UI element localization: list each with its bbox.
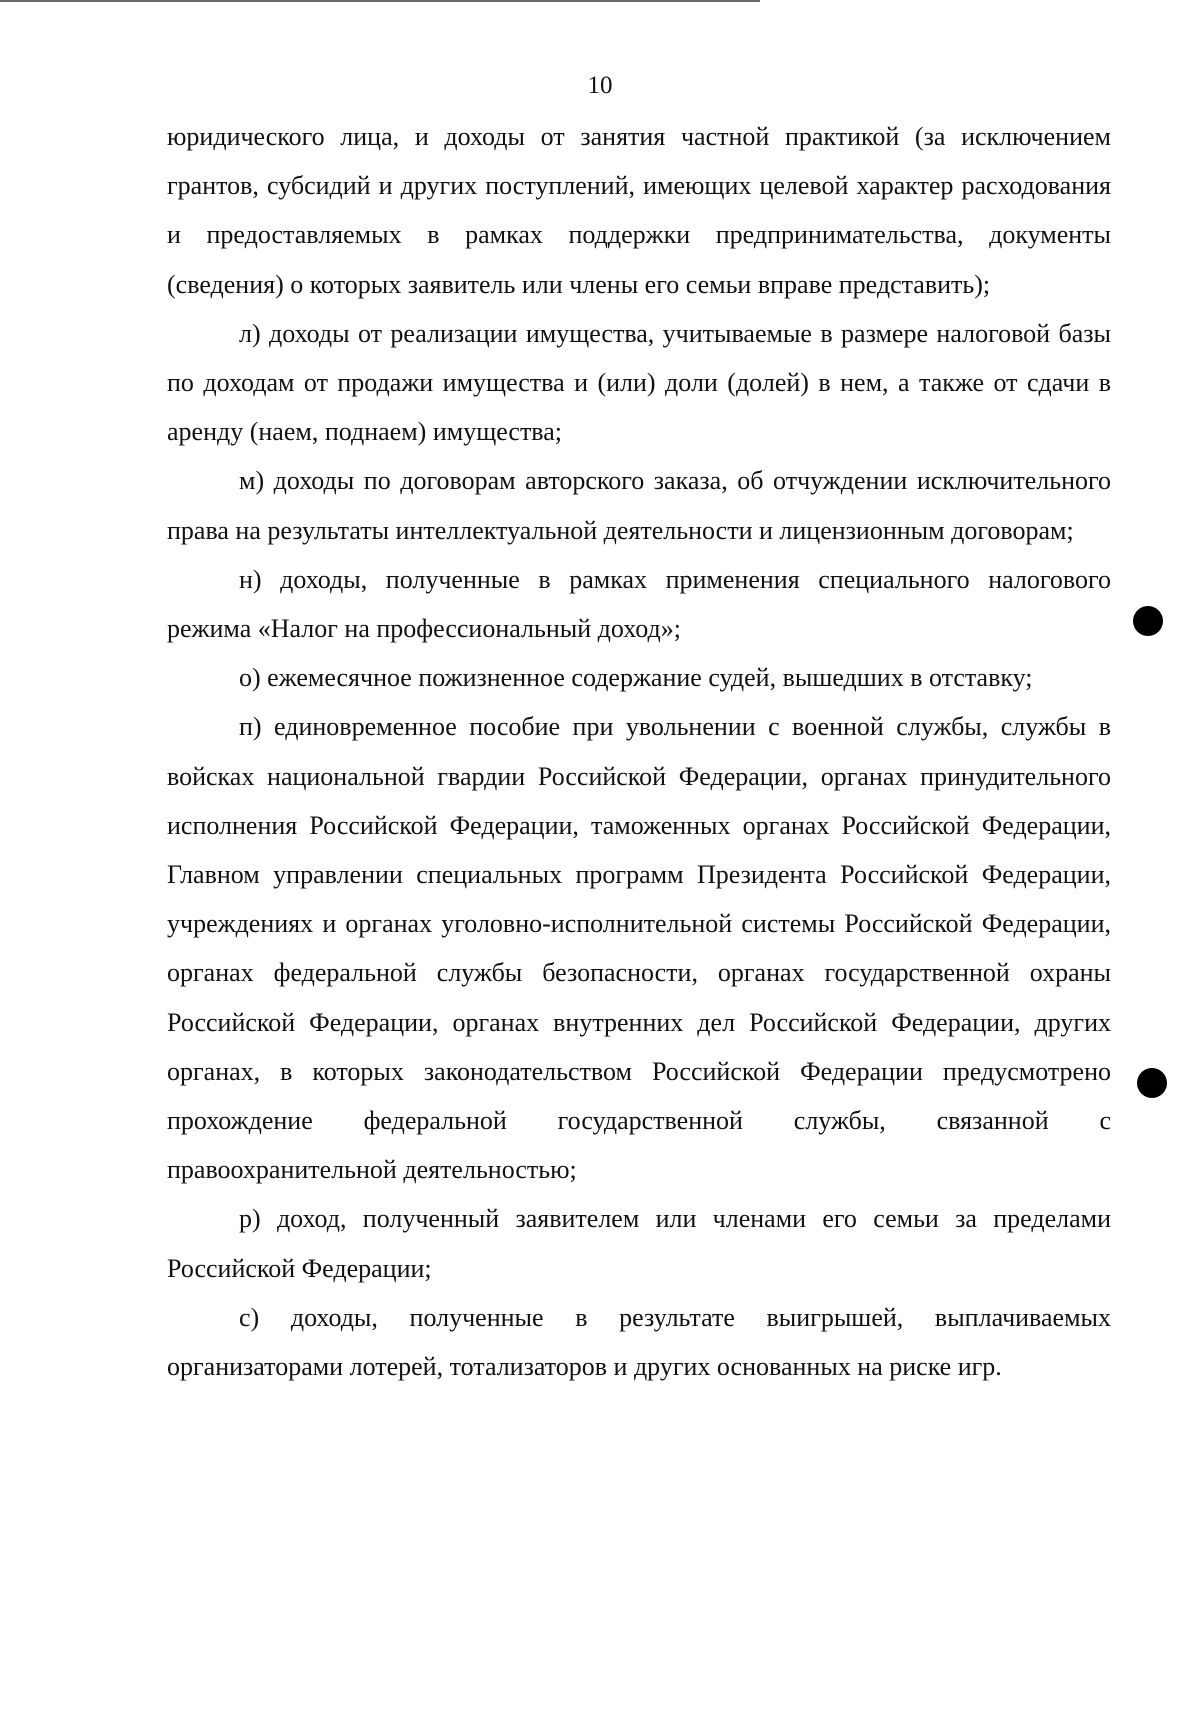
paragraph-item-n: н) доходы, полученные в рамках применения специального налогового режима «Налог на профессиональный доход»; [167,564,1111,644]
paragraph-item-p: п) единовременное пособие при увольнении с военной службы, службы в войсках национальной гвардии Российской Федерации, органах принудительного исполнения Российской Федерации, таможенных органах Российской Федерации, Главном управлении специальных программ Президента Российской Федерации, учреждениях и органах уголовно-исполнительной системы Российской Федерации, органах федеральной службы безопасности, органах государственной охраны Российской Федерации, органах внутренних дел Российской Федерации, других органах, в которых законодательством Российской Федерации предусмотрено прохождение федеральной государственной службы, связанной с правоохранительной деятельностью; [167,712,1111,1185]
paragraph-item-r: р) доход, полученный заявителем или членами его семьи за пределами Российской Федерации; [167,1204,1111,1283]
paragraph-item-l: л) доходы от реализации имущества, учитываемые в размере налоговой базы по доходам от продажи имущества и (или) доли (долей) в нем, а также от сдачи в аренду (наем, поднаем) имущества; [167,318,1111,447]
document-body [167,112,1111,1391]
paragraph-item-o: о) ежемесячное пожизненное содержание судей, вышедших в отставку; [239,663,1033,693]
paragraph-item-m: м) доходы по договорам авторского заказа, об отчуждении исключительного права на результаты интеллектуальной деятельности и лицензионным договорам; [167,466,1111,545]
punch-hole-mark [1137,1068,1167,1098]
page-number: 10 [587,72,613,99]
scan-edge-line [0,0,760,2]
paragraph-continuation: юридического лица, и доходы от занятия частной практикой (за исключением грантов, субсидий и других поступлений, имеющих целевой характер расходования и предоставляемых в рамках поддержки предпринимательства, документы (сведения) о которых заявитель или члены его семьи вправе представить); [167,122,1111,299]
punch-hole-mark [1133,606,1163,636]
paragraph-item-s: с) доходы, полученные в результате выигрышей, выплачиваемых организаторами лотерей, тотализаторов и других основанных на риске игр. [167,1302,1111,1382]
